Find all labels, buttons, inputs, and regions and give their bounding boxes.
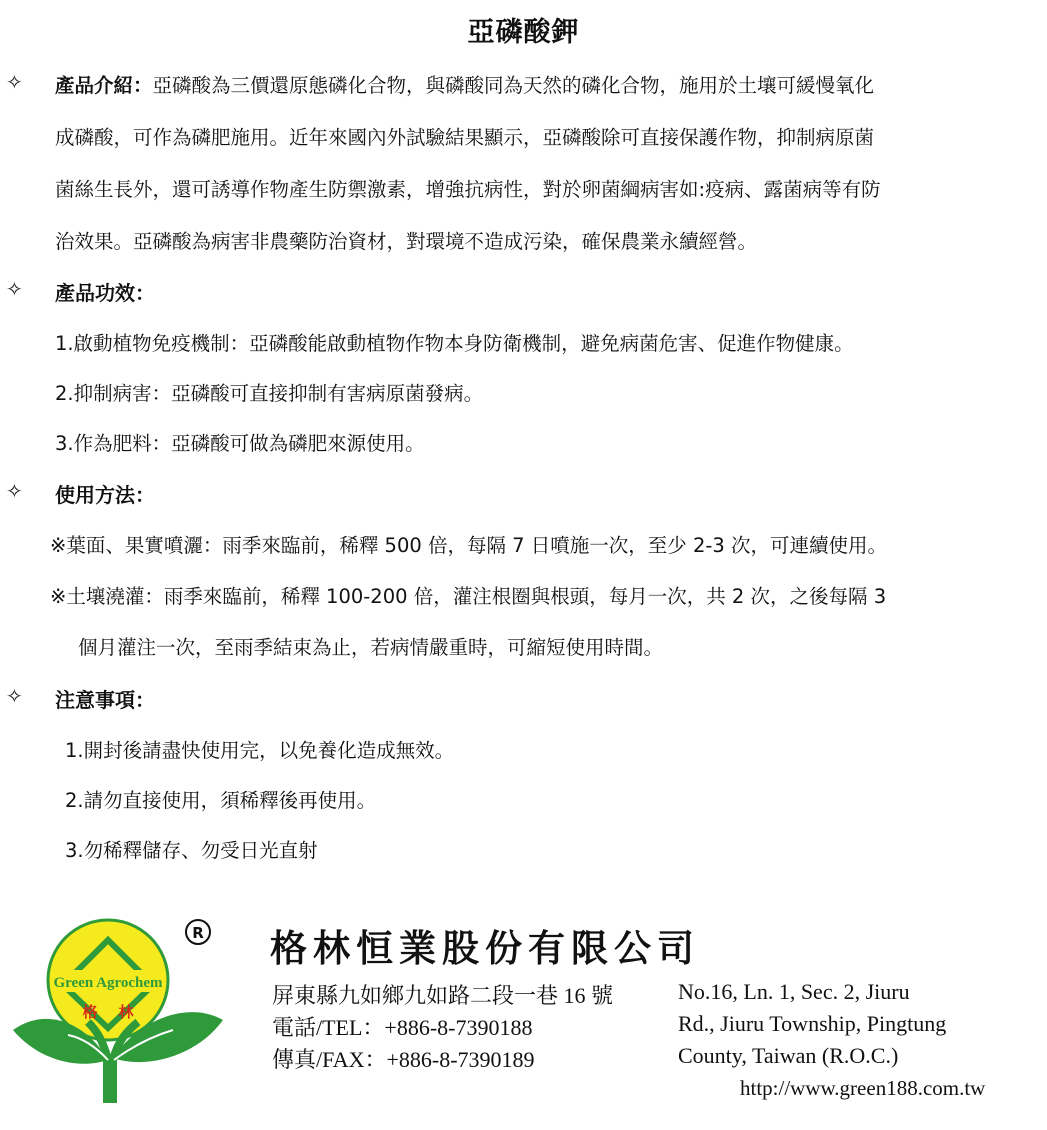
notes-item-3: 3.勿稀釋儲存、勿受日光直射: [65, 839, 318, 862]
intro-line-3: 菌絲生長外，還可誘導作物產生防禦激素，增強抗病性，對於卵菌綱病害如:疫病、露菌病等有防: [55, 178, 881, 201]
green-agrochem-logo: [8, 910, 238, 1110]
notes-item-2: 2.請勿直接使用，須稀釋後再使用。: [65, 789, 377, 812]
diamond-bullet-icon: ✧: [6, 479, 23, 503]
intro-line-2: 成磷酸，可作為磷肥施用。近年來國內外試驗結果顯示，亞磷酸除可直接保護作物，抑制病原菌: [55, 126, 875, 149]
telephone: 電話/TEL：+886-8-7390188: [272, 1015, 533, 1040]
page-title: 亞磷酸鉀: [467, 17, 580, 48]
usage-item-2-cont: 個月灌注一次，至雨季結束為止，若病情嚴重時，可縮短使用時間。: [78, 636, 664, 659]
usage-heading: 使用方法：: [55, 483, 155, 507]
logo-text: Green Agrochem: [53, 975, 163, 991]
address-cn: 屏東縣九如鄉九如路二段一巷 16 號: [272, 983, 614, 1008]
fax: 傳真/FAX：+886-8-7390189: [272, 1047, 535, 1072]
notes-item-1: 1.開封後請盡快使用完，以免養化造成無效。: [65, 739, 455, 762]
usage-item-1: ※葉面、果實噴灑：雨季來臨前，稀釋 500 倍，每隔 7 日噴施一次，至少 2-3 次，可連續使用。: [50, 534, 888, 557]
logo-cn-right: 林: [118, 1003, 134, 1021]
diamond-bullet-icon: ✧: [6, 70, 23, 94]
efficacy-item-3: 3.作為肥料：亞磷酸可做為磷肥來源使用。: [55, 432, 425, 455]
company-name: 格林恒業股份有限公司: [270, 926, 700, 970]
svg-text:R: R: [192, 924, 204, 942]
efficacy-item-1: 1.啟動植物免疫機制：亞磷酸能啟動植物作物本身防衛機制，避免病菌危害、促進作物健康。: [55, 332, 854, 355]
diamond-bullet-icon: ✧: [6, 684, 23, 708]
notes-heading: 注意事項：: [55, 688, 155, 712]
intro-line-1: [55, 70, 874, 98]
intro-label: 產品介紹：: [55, 74, 153, 97]
logo-cn-left: 格: [82, 1003, 98, 1021]
diamond-bullet-icon: ✧: [6, 277, 23, 301]
address-en-line-3: County, Taiwan (R.O.C.): [678, 1043, 899, 1068]
address-en-line-1: No.16, Ln. 1, Sec. 2, Jiuru: [678, 979, 910, 1004]
trunk: [103, 1058, 117, 1103]
website-link[interactable]: http://www.green188.com.tw: [740, 1076, 986, 1100]
usage-item-2: ※土壤澆灌：雨季來臨前，稀釋 100-200 倍，灌注根圈與根頭，每月一次，共 2 次，之後每隔 3: [50, 585, 887, 608]
intro-text-1: 亞磷酸為三價還原態磷化合物，與磷酸同為天然的磷化合物，施用於土壤可緩慢氧化: [152, 74, 875, 97]
intro-line-4: 治效果。亞磷酸為病害非農藥防治資材，對環境不造成污染，確保農業永續經營。: [55, 230, 758, 253]
address-en-line-2: Rd., Jiuru Township, Pingtung: [678, 1011, 947, 1036]
efficacy-heading: 產品功效：: [55, 281, 155, 305]
efficacy-item-2: 2.抑制病害：亞磷酸可直接抑制有害病原菌發病。: [55, 382, 484, 405]
